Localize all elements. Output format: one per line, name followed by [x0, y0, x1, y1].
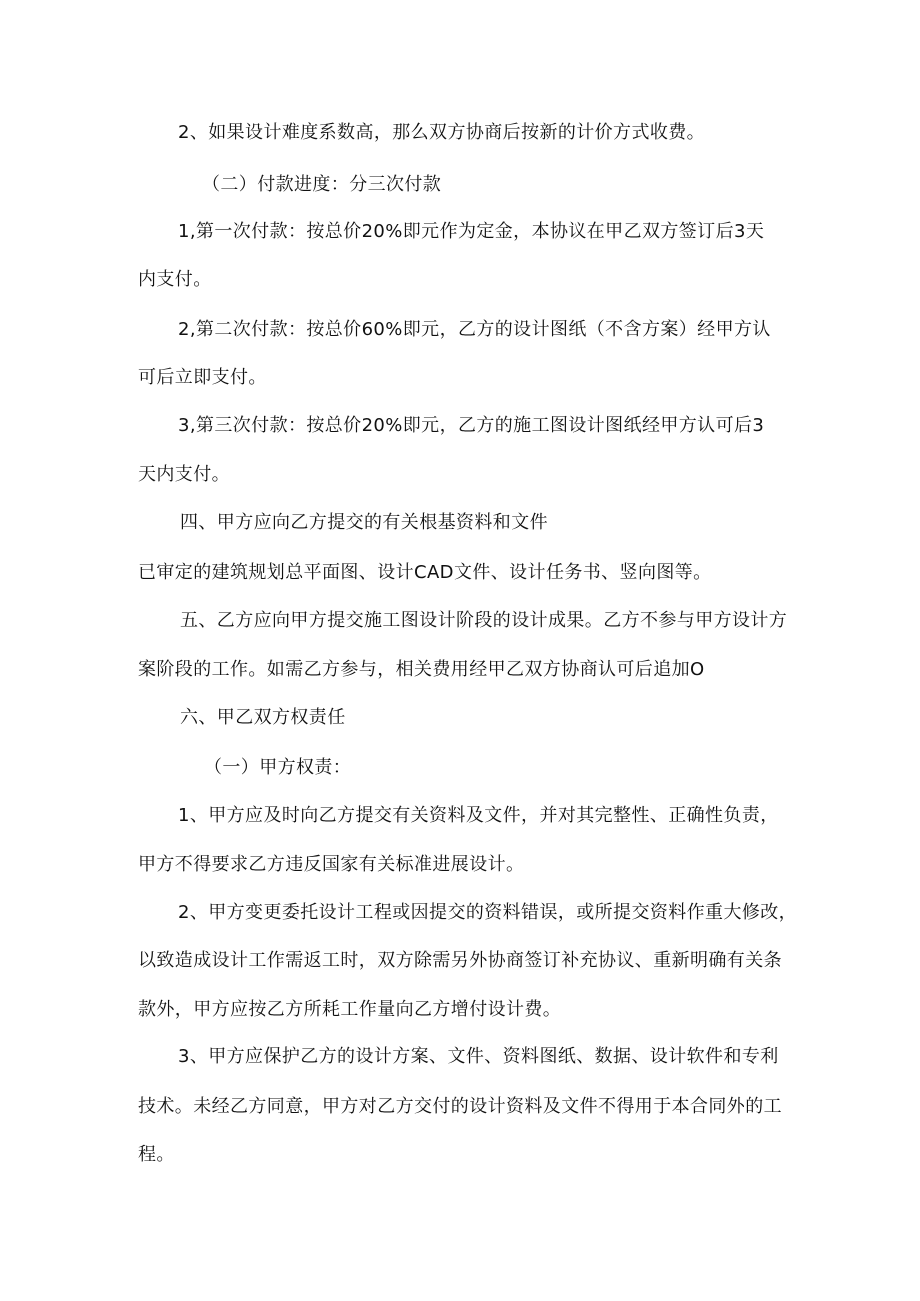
duty-1-line-1: 1、甲方应及时向乙方提交有关资料及文件，并对其完整性、正确性负责，: [178, 805, 779, 826]
heading-section-4: 四、甲方应向乙方提交的有关根基资料和文件: [180, 512, 548, 533]
duty-2-line-1: 2、甲方变更委托设计工程或因提交的资料错误，或所提交资料作重大修改，: [178, 902, 798, 923]
duty-3-line-3: 程。: [138, 1144, 175, 1165]
heading-party-a-duties: （一）甲方权责：: [204, 757, 352, 778]
heading-section-6: 六、甲乙双方权责任: [180, 707, 346, 728]
duty-2-line-3: 款外，甲方应按乙方所耗工作量向乙方增付设计费。: [138, 999, 562, 1020]
payment-1-line-1: 1,第一次付款：按总价20%即元作为定金，本协议在甲乙双方签订后3天: [178, 221, 765, 242]
section-5-line-2: 案阶段的工作。如需乙方参与，相关费用经甲乙双方协商认可后追加O: [138, 659, 705, 680]
payment-3-line-1: 3,第三次付款：按总价20%即元，乙方的施工图设计图纸经甲方认可后3: [178, 415, 765, 436]
duty-3-line-1: 3、甲方应保护乙方的设计方案、文件、资料图纸、数据、设计软件和专利: [178, 1046, 779, 1067]
payment-1-line-2: 内支付。: [138, 269, 212, 290]
payment-2-line-1: 2,第二次付款：按总价60%即元，乙方的设计图纸（不含方案）经甲方认: [178, 319, 771, 340]
duty-2-line-2: 以致造成设计工作需返工时，双方除需另外协商签订补充协议、重新明确有关条: [138, 950, 782, 971]
payment-2-line-2: 可后立即支付。: [138, 367, 267, 388]
section-4-body: 已审定的建筑规划总平面图、设计CAD文件、设计任务书、竖向图等。: [138, 562, 712, 583]
duty-1-line-2: 甲方不得要求乙方违反国家有关标准进展设计。: [138, 854, 525, 875]
clause-2-fee-adjustment: 2、如果设计难度系数高，那么双方协商后按新的计价方式收费。: [178, 122, 706, 143]
payment-3-line-2: 天内支付。: [138, 464, 230, 485]
heading-payment-schedule: （二）付款进度：分三次付款: [202, 174, 442, 195]
section-5-line-1: 五、乙方应向甲方提交施工图设计阶段的设计成果。乙方不参与甲方设计方: [180, 610, 788, 631]
duty-3-line-2: 技术。未经乙方同意，甲方对乙方交付的设计资料及文件不得用于本合同外的工: [138, 1096, 782, 1117]
